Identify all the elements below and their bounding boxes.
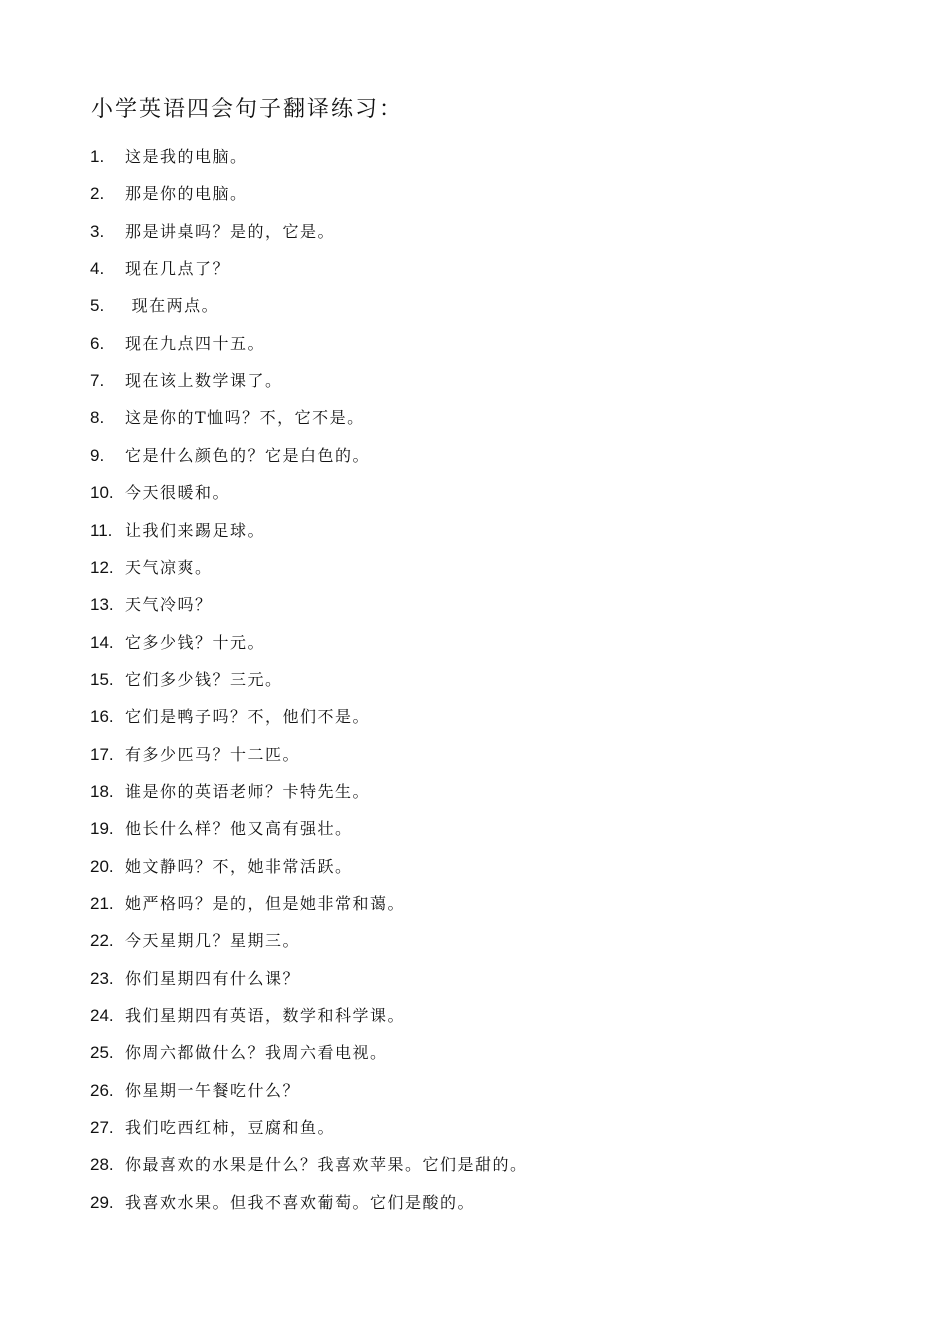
item-number: 16. bbox=[90, 707, 114, 726]
item-number: 9. bbox=[90, 446, 105, 465]
list-item bbox=[90, 816, 353, 842]
item-number: 17. bbox=[90, 745, 114, 764]
item-text: 天气冷吗？ bbox=[125, 595, 213, 614]
list-item bbox=[90, 1115, 335, 1141]
list-item bbox=[90, 854, 353, 880]
item-number: 23. bbox=[90, 969, 114, 988]
list-item bbox=[90, 555, 213, 581]
item-text: 它们是鸭子吗？不，他们不是。 bbox=[125, 707, 371, 726]
item-number: 5. bbox=[90, 296, 105, 315]
item-text: 现在几点了？ bbox=[125, 259, 231, 278]
item-text: 现在该上数学课了。 bbox=[125, 371, 283, 390]
page-title: 小学英语四会句子翻译练习： bbox=[91, 97, 404, 122]
item-text: 现在两点。 bbox=[125, 296, 220, 315]
item-number: 27. bbox=[90, 1118, 114, 1137]
item-number: 15. bbox=[90, 670, 114, 689]
list-item bbox=[90, 443, 370, 469]
list-item bbox=[90, 667, 283, 693]
item-number: 8. bbox=[90, 408, 105, 427]
list-item bbox=[90, 1190, 475, 1216]
list-item bbox=[90, 518, 265, 544]
item-number: 10. bbox=[90, 483, 114, 502]
item-text: 这是我的电脑。 bbox=[125, 147, 248, 166]
item-number: 21. bbox=[90, 894, 114, 913]
item-text: 它是什么颜色的？它是白色的。 bbox=[125, 446, 371, 465]
item-text: 有多少匹马？十二匹。 bbox=[125, 745, 301, 764]
item-text: 你最喜欢的水果是什么？我喜欢苹果。它们是甜的。 bbox=[125, 1155, 528, 1174]
item-text: 今天很暖和。 bbox=[125, 483, 231, 502]
item-number: 18. bbox=[90, 782, 114, 801]
item-text: 你们星期四有什么课？ bbox=[125, 969, 301, 988]
item-number: 20. bbox=[90, 857, 114, 876]
list-item bbox=[90, 480, 230, 506]
item-text: 你周六都做什么？我周六看电视。 bbox=[125, 1043, 388, 1062]
list-item bbox=[90, 256, 230, 282]
item-text: 她文静吗？不，她非常活跃。 bbox=[125, 857, 353, 876]
item-text: 现在九点四十五。 bbox=[125, 334, 266, 353]
item-number: 29. bbox=[90, 1193, 114, 1212]
item-number: 11. bbox=[90, 521, 113, 540]
item-text: 你星期一午餐吃什么？ bbox=[125, 1081, 301, 1100]
item-text: 他长什么样？他又高有强壮。 bbox=[125, 819, 353, 838]
list-item bbox=[90, 293, 219, 319]
item-number: 2. bbox=[90, 184, 105, 203]
item-text: 它多少钱？十元。 bbox=[125, 633, 266, 652]
item-number: 1. bbox=[90, 147, 105, 166]
item-number: 6. bbox=[90, 334, 105, 353]
list-item bbox=[90, 742, 300, 768]
list-item bbox=[90, 405, 365, 431]
list-item bbox=[90, 891, 405, 917]
item-number: 25. bbox=[90, 1043, 114, 1062]
item-text: 她严格吗？是的，但是她非常和蔼。 bbox=[125, 894, 406, 913]
list-item bbox=[90, 966, 300, 992]
item-text: 我喜欢水果。但我不喜欢葡萄。它们是酸的。 bbox=[125, 1193, 476, 1212]
item-number: 7. bbox=[90, 371, 105, 390]
item-number: 4. bbox=[90, 259, 105, 278]
list-item bbox=[90, 219, 335, 245]
item-text: 我们星期四有英语，数学和科学课。 bbox=[125, 1006, 406, 1025]
list-item bbox=[90, 144, 248, 170]
item-text: 天气凉爽。 bbox=[125, 558, 213, 577]
item-number: 19. bbox=[90, 819, 114, 838]
list-item bbox=[90, 592, 213, 618]
item-text: 那是讲桌吗？是的，它是。 bbox=[125, 222, 336, 241]
item-number: 28. bbox=[90, 1155, 114, 1174]
item-text: 今天星期几？星期三。 bbox=[125, 931, 301, 950]
item-text: 它们多少钱？三元。 bbox=[125, 670, 283, 689]
list-item bbox=[90, 779, 370, 805]
item-number: 14. bbox=[90, 633, 114, 652]
item-text: 我们吃西红柿，豆腐和鱼。 bbox=[125, 1118, 336, 1137]
item-number: 13. bbox=[90, 595, 114, 614]
list-item bbox=[90, 1152, 528, 1178]
item-text: 谁是你的英语老师？卡特先生。 bbox=[125, 782, 371, 801]
item-text: 让我们来踢足球。 bbox=[125, 521, 266, 540]
item-text: 这是你的T恤吗？不，它不是。 bbox=[125, 408, 365, 427]
item-number: 26. bbox=[90, 1081, 114, 1100]
list-item bbox=[90, 1040, 388, 1066]
item-number: 24. bbox=[90, 1006, 114, 1025]
list-item bbox=[90, 1003, 405, 1029]
list-item bbox=[90, 704, 370, 730]
list-item bbox=[90, 331, 265, 357]
list-item bbox=[90, 181, 248, 207]
list-item bbox=[90, 368, 283, 394]
item-number: 22. bbox=[90, 931, 114, 950]
list-item bbox=[90, 1078, 300, 1104]
list-item bbox=[90, 928, 300, 954]
item-number: 12. bbox=[90, 558, 114, 577]
list-item bbox=[90, 630, 265, 656]
item-number: 3. bbox=[90, 222, 105, 241]
item-text: 那是你的电脑。 bbox=[125, 184, 248, 203]
